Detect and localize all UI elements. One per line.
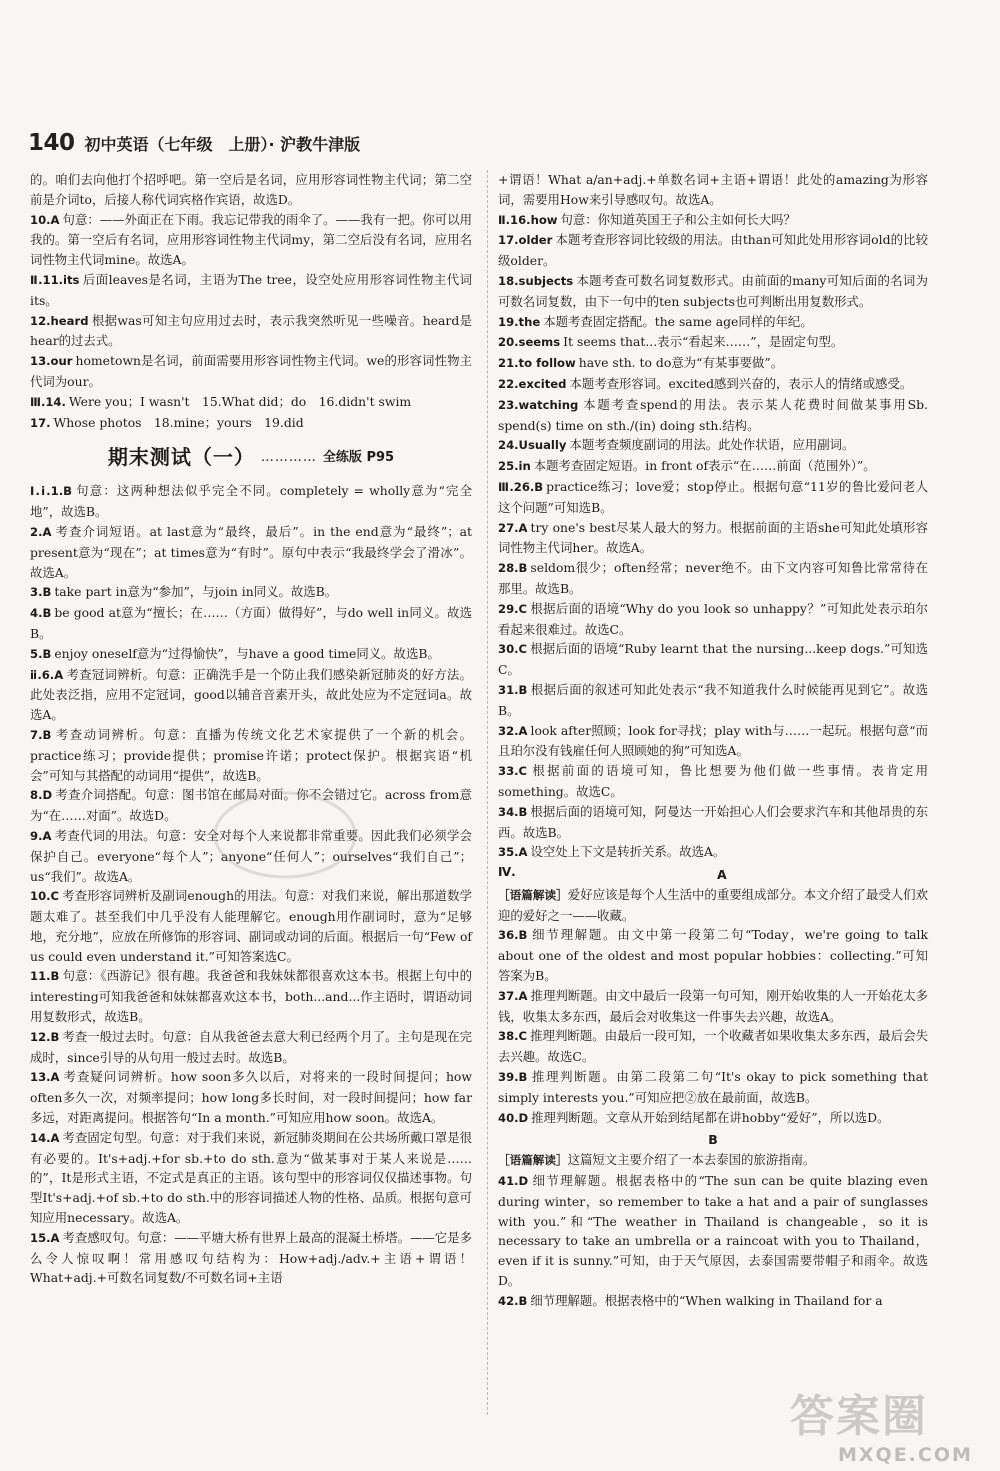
answer-text: enjoy oneself意为“过得愉快”，与have a good time同义。故选B。 <box>54 645 440 661</box>
answer-text: 考查代词的用法。句意：安全对每个人来说都非常重要。因此我们必须学会保护自己。everyone“每个人”；anyone“任何人”；ourselves“我们自己”；us“我们”。故选A。 <box>30 827 472 884</box>
book-title: 初中英语（七年级 上册）· 沪教牛津版 <box>84 134 361 154</box>
part-four-row <box>498 863 928 885</box>
answer-text: 根据后面的语境可知，阿曼达一开始担心人们会要求汽车和其他昂贵的东西。故选B。 <box>498 803 928 840</box>
answer-text: 细节理解题。根据表格中的“The sun can be quite blazing even during winter，so remember to take a hat and a pair of sunglasses with you.”和“The weather in Thailand is changeable，so it is necessary to take an umbrella or a raincoat with you to Thailand，even if it is sunny.”可知，由于天气原因，去泰国需要带帽子和雨伞。故选D。 <box>498 1173 928 1289</box>
answer-text: 考查疑问词辨析。how soon多久以后，对将来的一段时间提问；how often多久一次，对频率提问；how long多长时间，对一段时间提问；how far多远，对距离提问。根据答句“In a month.”可知应用how soon。故选A。 <box>30 1069 472 1126</box>
answer-text: 考查形容词辨析及副词enough的用法。句意：对我们来说，解出那道数学题太难了。甚至我们中几乎没有人能理解它。enough用作副词时，意为“足够地，充分地”，应放在所修饰的形容词、副词或动词的后面。根据后一句“Few of us could even understand it.”可知答案选C。 <box>30 888 472 964</box>
answer-label: ⅱ.6.A <box>30 667 64 682</box>
answer-text: practice练习；love爱；stop停止。根据句意“11岁的鲁比爱问老人这个问题”可知选B。 <box>498 478 928 515</box>
answer-entry <box>498 374 928 395</box>
answer-label: 36.B <box>498 928 528 943</box>
answer-label: 13.A <box>30 1070 60 1085</box>
answer-text: have sth. to do意为“有某事要做”。 <box>578 355 784 371</box>
answer-text: 推理判断题。由第二段第二句“It's okay to pick something that simply interests you.”可知应把②放在最前面，故选B。 <box>498 1069 928 1105</box>
left-column <box>30 170 472 1451</box>
answer-entry <box>30 966 472 1026</box>
answer-text: try one's best尽某人最大的努力。根据前面的主语she可知此处填形容词性物主代词her。故选A。 <box>498 519 928 556</box>
section-title: 期末测试（一） <box>107 445 255 470</box>
answer-text: 推理判断题。由最后一段可知，一个收藏者如果收集太多东西，最后会失去兴趣。故选C。 <box>498 1028 928 1065</box>
answer-entry <box>30 826 472 886</box>
answer-label: 42.B <box>498 1293 528 1308</box>
answer-text: 细节理解题。根据表格中的“When walking in Thailand for a <box>530 1292 883 1308</box>
answer-label: Ⅲ.26.B <box>498 479 544 494</box>
answer-label: 38.C <box>498 1029 528 1044</box>
left-bottom-entries <box>30 481 472 1288</box>
answer-label: 15.A <box>30 1230 60 1245</box>
answer-text: 根据was可知主句应用过去时，表示我突然听见一些噪音。heard是hear的过去式。 <box>30 312 472 349</box>
answer-text: It seems that...表示“看起来……”，是固定句型。 <box>563 334 844 350</box>
answer-label: 19.the <box>498 314 541 329</box>
answer-label: 3.B <box>30 585 52 600</box>
answer-label: 31.B <box>498 682 528 697</box>
answer-text: 考查动词辨析。句意：直播为传统文化艺术家提供了一个新的机会。practice练习；provide提供；promise许诺；protect保护。根据宾语“机会”可知与其搭配的动词用“提供”，故选B。 <box>30 726 472 783</box>
answer-text: 考查感叹句。句意：——平塘大桥有世界上最高的混凝土桥塔。——它是多么令人惊叹啊！常用感叹句结构为：How+adj./adv.+主语+谓语！What+adj.+可数名词复数/不可数名词+主语 <box>30 1229 472 1286</box>
answer-label: 5.B <box>30 646 52 661</box>
answer-text: 考查介词搭配。句意：图书馆在邮局对面。你不会错过它。across from意为“在……对面”。故选D。 <box>30 787 472 824</box>
answer-label: 10.A <box>30 212 60 227</box>
answer-text: 根据后面的叙述可知此处表示“我不知道我什么时候能再见到它”。故选B。 <box>498 681 928 718</box>
answer-label: ［语篇解读］ <box>498 887 568 902</box>
answer-entry <box>498 312 928 333</box>
answer-entry <box>30 665 472 725</box>
answer-label: 17. <box>30 415 51 430</box>
answer-entry <box>30 413 472 434</box>
answer-entry <box>30 1067 472 1127</box>
answer-entry <box>498 332 928 353</box>
answer-entry <box>30 392 472 413</box>
answer-entry <box>30 351 472 392</box>
answer-text: 考查冠词辨析。句意：正确洗手是一个防止我们感染新冠肺炎的好方法。此处表泛指，应用不定冠词，good以辅音音素开头，故此处应为不定冠词a。故选A。 <box>30 666 473 723</box>
answer-text: 根据后面的语境“Why do you look so unhappy？”可知此处表示珀尔看起来很难过。故选C。 <box>498 600 928 637</box>
answer-label: 8.D <box>30 788 53 803</box>
answer-entry <box>30 644 472 665</box>
answer-text: 本题考查固定短语。in front of表示“在……前面（范围外）”。 <box>533 458 876 474</box>
answer-label: 22.excited <box>498 376 567 391</box>
answer-label: 34.B <box>498 804 528 819</box>
page-number: 140 <box>28 130 75 156</box>
answer-text: 本题考查可数名词复数形式。由前面的many可知后面的名词为可数名词复数，由下一句中的ten subjects也可判断出用复数形式。 <box>498 272 928 309</box>
section-page-ref: 全练版 P95 <box>322 450 395 466</box>
answer-label: 4.B <box>30 606 52 621</box>
answer-entry <box>498 558 928 599</box>
answer-label: 10.C <box>30 889 60 904</box>
right-column <box>498 170 928 1451</box>
answer-label: 21.to follow <box>498 356 576 371</box>
answer-label: 27.A <box>498 520 528 535</box>
answer-label: 33.C <box>498 764 528 779</box>
answer-entry <box>30 785 472 826</box>
answer-entry <box>498 1291 928 1312</box>
answer-entry <box>498 986 928 1027</box>
answer-entry <box>498 721 928 762</box>
answer-entry <box>30 725 472 785</box>
answer-text: 本题考查频度副词的用法。此处作状语，应用副词。 <box>569 437 855 453</box>
answer-label: 39.B <box>498 1070 528 1085</box>
answer-label: 17.older <box>498 233 553 248</box>
answer-entry <box>30 522 472 582</box>
answer-text: 本题考查形容词。excited感到兴奋的，表示人的情绪或感受。 <box>569 375 913 391</box>
answer-text: 后面leaves是名词，主语为The tree，设空处应用形容词性物主代词its。 <box>30 271 472 308</box>
answer-entry <box>30 1027 472 1068</box>
answer-label: 29.C <box>498 601 528 616</box>
answer-entry <box>498 842 928 863</box>
passage-b-letter: B <box>708 1132 718 1148</box>
answer-entry <box>498 802 928 843</box>
answer-entry <box>30 582 472 603</box>
answer-label: 30.C <box>498 642 528 657</box>
answer-entry <box>498 456 928 477</box>
answer-label: Ⅲ.14. <box>30 394 66 409</box>
answer-text: be good at意为“擅长；在……（方面）做得好”，与do well in同义。故选B。 <box>30 605 472 641</box>
answer-label: 40.D <box>498 1110 529 1125</box>
answer-entry <box>30 1228 472 1288</box>
column-divider <box>487 170 488 1415</box>
answer-entry <box>30 270 472 311</box>
answer-label: 9.A <box>30 828 52 843</box>
answer-entry <box>498 761 928 802</box>
answer-label: 12.heard <box>30 313 89 328</box>
answer-text: 考查一般过去时。句意：自从我爸爸去意大利已经两个月了。主句是现在完成时，since引导的从句用一般过去时。故选B。 <box>30 1028 472 1065</box>
answer-text: 本题考查spend的用法。表示某人花费时间做某事用Sb. spend(s) time on sth./(in) doing sth.结构。 <box>498 396 928 433</box>
answer-label: 2.A <box>30 524 52 539</box>
answer-text: Were you；I wasn't 15.What did；do 16.didn't swim <box>68 393 412 409</box>
answer-text: 这篇短文主要介绍了一本去泰国的旅游指南。 <box>567 1152 816 1168</box>
answer-text: hometown是名词，前面需要用形容词性物主代词。we的形容词性物主代词为our。 <box>30 353 472 389</box>
page-header <box>28 128 360 158</box>
answer-entry <box>498 1150 928 1171</box>
answer-entry <box>498 230 928 271</box>
answer-entry <box>498 885 928 926</box>
answer-entry <box>498 1026 928 1067</box>
answer-text: 细节理解题。由文中第一段第二句“Today，we're going to talk about one of the oldest and most popular hobbies：collecting.”可知答案为B。 <box>498 927 928 984</box>
answer-entry <box>498 435 928 456</box>
answer-text: 根据前面的语境可知，鲁比想要为他们做一些事情。表肯定用something。故选C。 <box>498 763 928 799</box>
answer-label: ［语篇解读］ <box>498 1153 568 1168</box>
section-dots: ………… <box>260 450 317 466</box>
answer-text: 推理判断题。由文中最后一段第一句可知，刚开始收集的人一开始花太多钱，收集太多东西，最后会对收集这一件事失去兴趣，故选A。 <box>498 987 928 1024</box>
answer-label: 7.B <box>30 727 52 742</box>
answer-text: 本题考查形容词比较级的用法。由than可知此处用形容词old的比较级older。 <box>498 232 928 269</box>
answer-entry <box>498 639 928 680</box>
answer-text: Whose photos 18.mine；yours 19.did <box>53 414 304 430</box>
answer-entry <box>498 271 928 312</box>
answer-entry <box>498 518 928 559</box>
answer-text: look after照顾；look for寻找；play with与……一起玩。根据句意“而且珀尔没有钱雇任何人照顾她的狗”可知选A。 <box>498 722 928 759</box>
answer-label: 35.A <box>498 845 528 860</box>
answer-entry <box>498 395 928 436</box>
answer-entry <box>30 311 472 352</box>
answer-text: 句意：《西游记》很有趣。我爸爸和我妹妹都很喜欢这本书。根据上句中的interesting可知我爸爸和妹妹都喜欢这本书，both...and...作主语时，谓语动词用复数形式，故选B。 <box>30 968 472 1025</box>
left-top-entries <box>30 170 472 433</box>
answer-label: Ⅱ.11.its <box>30 272 80 287</box>
answer-entry <box>30 603 472 644</box>
answer-label: 14.A <box>30 1130 60 1145</box>
answer-text: 爱好应该是每个人生活中的重要组成部分。本文介绍了最受人们欢迎的爱好之一——收藏。 <box>498 886 928 923</box>
answer-label: 18.subjects <box>498 273 574 288</box>
answer-text: 句意：你知道英国王子和公主如何长大吗？ <box>560 211 796 227</box>
answer-label: Ⅰ.ⅰ.1.B <box>30 484 72 499</box>
answer-entry <box>30 1128 472 1228</box>
answer-text: 本题考查固定搭配。the same age同样的年纪。 <box>543 313 813 329</box>
answer-entry <box>498 599 928 640</box>
answer-label: Ⅱ.16.how <box>498 212 558 227</box>
answer-text: seldom很少；often经常；never绝不。由下文内容可知鲁比常常待在那里。故选B。 <box>498 560 928 596</box>
logo-cn-text: 答案圈 <box>790 1391 928 1442</box>
section-heading <box>30 444 472 472</box>
answer-entry <box>498 680 928 721</box>
logo-en-text: MXQE.COM <box>838 1444 973 1466</box>
answer-text: take part in意为“参加”，与join in同义。故选B。 <box>54 584 338 600</box>
answer-text: 考查固定句型。句意：对于我们来说，新冠肺炎期间在公共场所戴口罩是很有必要的。It's+adj.+for sb.+to do sth.意为“做某事对于某人来说是……的”，It是形式主语，不定式是真正的主语。该句型中的形容词仅仅描述事物。句型It's+adj.+of sb.+to do sth.中的形容词描述人物的性格、品质。根据句意可知应用necessary。故选A。 <box>30 1129 472 1226</box>
passage-a-letter: A <box>717 867 727 883</box>
answer-text: 句意：——外面正在下雨。我忘记带我的雨伞了。——我有一把。你可以用我的。第一空后有名词，应用形容词性物主代词my，第二空后没有名词，应用名词性物主代词mine。故选A。 <box>30 211 472 268</box>
answer-text: 根据后面的语境“Ruby learnt that the nursing...keep dogs.”可知选C。 <box>498 641 928 678</box>
answer-entry <box>30 170 472 210</box>
answer-label: 25.in <box>498 459 531 474</box>
right-entries-c <box>498 1150 928 1311</box>
continued-text: +谓语！What a/an+adj.+单数名词+主语+谓语！此处的amazing为形容词，需要用How来引导感叹句。故选A。 <box>498 172 928 207</box>
answer-label: 11.B <box>30 969 60 984</box>
answer-label: 32.A <box>498 723 528 738</box>
answer-label: 24.Usually <box>498 438 567 453</box>
part-four-label: Ⅳ. <box>498 865 516 880</box>
answer-entry <box>498 477 928 518</box>
right-entries-a <box>498 210 928 864</box>
answer-entry <box>498 1108 928 1129</box>
answer-label: 20.seems <box>498 335 561 350</box>
answer-label: 12.B <box>30 1029 60 1044</box>
answer-entry <box>498 353 928 374</box>
answer-label: 13.our <box>30 354 73 369</box>
answer-label: 28.B <box>498 561 528 576</box>
answer-label: 41.D <box>498 1174 529 1189</box>
answer-text: 的。咱们去向他打个招呼吧。第一空后是名词，应用形容词性物主代词；第二空前是介词to，后接人称代词宾格作宾语，故选D。 <box>30 172 472 207</box>
answer-entry <box>30 481 472 522</box>
answer-entry <box>498 210 928 231</box>
answer-entry <box>30 886 472 966</box>
answer-label: 23.watching <box>498 397 579 412</box>
answer-entry <box>30 210 472 270</box>
answer-text: 句意：这两种想法似乎完全不同。completely = wholly意为“完全地”，故选B。 <box>30 483 473 520</box>
answer-text: 考查介词短语。at last意为“最终，最后”。in the end意为“最终”；at present意为“现在”；at times意为“有时”。原句中表示“我最终学会了滑冰”。故选A。 <box>30 523 472 580</box>
answer-entry <box>498 1171 928 1291</box>
answer-text: 设空处上下文是转折关系。故选A。 <box>530 844 726 860</box>
right-entries-b <box>498 885 928 1129</box>
answer-label: 37.A <box>498 988 528 1003</box>
answer-entry <box>498 1067 928 1108</box>
answer-entry <box>498 925 928 985</box>
answer-text: 推理判断题。文章从开始到结尾都在讲hobby“爱好”，所以选D。 <box>531 1109 890 1125</box>
